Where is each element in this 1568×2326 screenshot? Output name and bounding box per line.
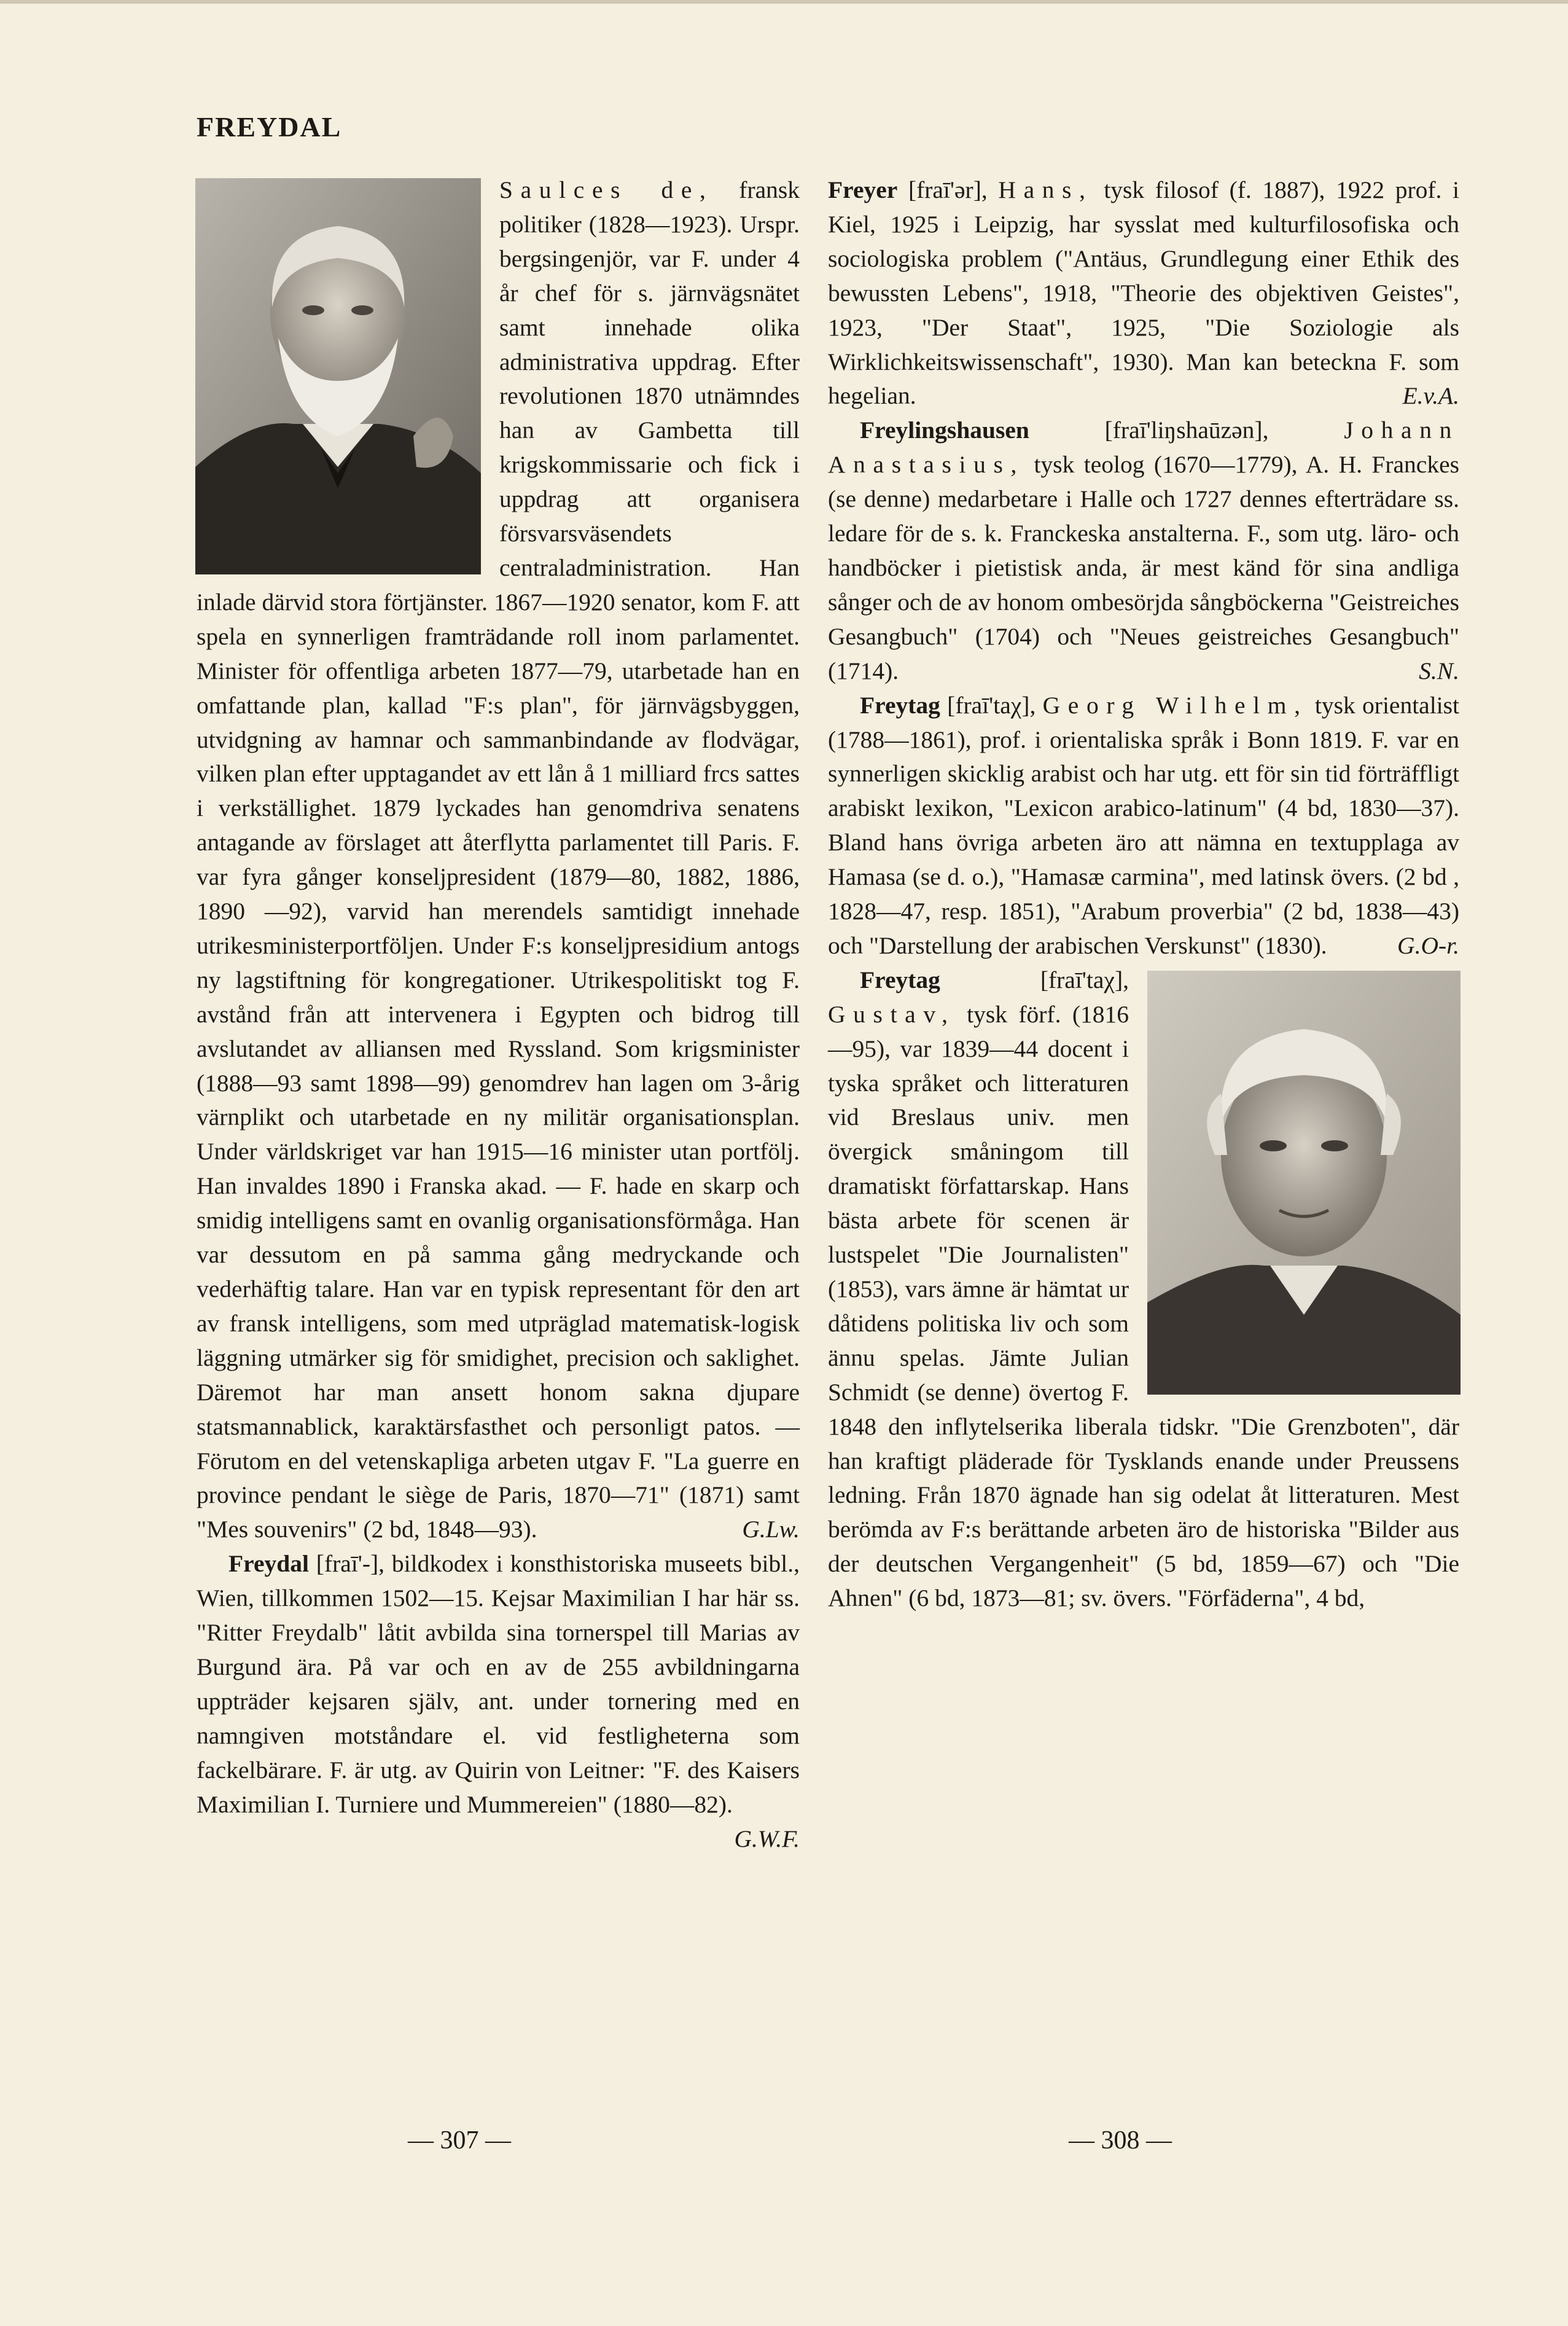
- entry-freytag-gustav-pron: [fraī'taχ],: [940, 966, 1129, 993]
- entry-freydal: [197, 1547, 800, 1852]
- entry-saulces-text: fransk politiker (1828—1923). Urspr. bergsingenjör, var F. under 4 år chef för s. järnvägsnätet samt innehade olika administrativa uppdrag. Efter revolutionen 1870 utnämndes han av Gambetta till krigskommissarie och fick i uppdrag att organisera försvarsväsendets centraladministration. Han inlade därvid stora förtjänster. 1867—1920 senator, kom F. att spela en synnerligen framträdande roll inom parlamentet. Minister för offentliga arbeten 1877—79, utarbetade han en omfattande plan, kallad "F:s plan", för järnvägsbyggen, utvidgning av hamnar och sammanbindande av flodvägar, vilken plan efter upptagandet av ett lån å 1 milliard frcs sattes i verkställighet. 1879 lyckades han genomdriva senatens antagande av förslaget att återflytta parlamentet till Paris. F. var fyra gånger konseljpresident (1879—80, 1882, 1886, 1890 —92), varvid han merendels samtidigt innehade utrikesministerportföljen. Under F:s konseljpresidium antogs ny lagstiftning för kongregationer. Utrikespolitiskt tog F. avstånd från att intervenera i Egypten och bidrog till avslutandet av alliansen med Ryssland. Som krigsminister (1888—93 samt 1898—99) genomdrev han lagen om 3-årig värnplikt och utarbetade en ny militär organisationsplan. Under världskriget var han 1915—16 minister utan portfölj. Han invaldes 1890 i Franska akad. — F. hade en skarp och smidig intelligens samt en ovanlig organisationsförmåga. Han var dessutom en på samma gång medryckande och vederhäftig talare. Han var en typisk representant för den art av fransk intelligens, som med utpräglad matematisk-logisk läggning utmärker sig för smidighet, precision och saklighet. Däremot har man ansett honom sakna djupare statsmannablick, karaktärsfasthet och personligt patos. — Förutom en del vetenskapliga arbeten utgav F. "La guerre en province pendant le siège de Paris, 1870—71" (1871) samt "Mes souvenirs" (2 bd, 1848—93).: [197, 176, 800, 1543]
- portrait-freytag: [1147, 971, 1461, 1395]
- entry-freyer-given-name: Hans,: [998, 176, 1093, 203]
- entry-freytag-gustav-given-name: Gustav,: [828, 1000, 956, 1028]
- page-number-left: — 307 —: [408, 2126, 511, 2155]
- entry-freyer-text: tysk filosof (f. 1887), 1922 prof. i Kiel, 1925 i Leipzig, har sysslat med kulturfilosofiska och sociologiska problem ("Antäus, Grundlegung einer Ethik des bewussten Lebens", 1918, "Theorie des objektiven Geistes", 1923, "Der Staat", 1925, "Die Soziologie als Wirklichkeitswissenschaft", 1930). Man kan beteckna F. som hegelian.: [828, 176, 1460, 410]
- entry-freylingshausen-signature: S.N.: [1419, 657, 1459, 684]
- entry-freytag-georg: [828, 689, 1459, 963]
- entry-saulces: [197, 173, 800, 1547]
- right-column: [828, 173, 1459, 1616]
- entry-freytag-georg-given-name: Georg Wilhelm,: [1042, 691, 1308, 719]
- entry-freytag-georg-text: tysk orientalist (1788—1861), prof. i orientaliska språk i Bonn 1819. F. var en synnerligen skicklig arabist och har utg. ett för sin tid förträffligt arabiskt lexikon, "Lexicon arabico-latinum" (4 bd, 1830—37). Bland hans övriga arbeten äro att nämna en textupplaga av Hamasa (se d. o.), "Hamasæ carmina", med latinsk övers. (2 bd , 1828—47, resp. 1851), "Arabum proverbia" (2 bd, 1838—43) och "Darstellung der arabischen Verskunst" (1830).: [828, 691, 1460, 959]
- entry-freydal-signature: G.W.F.: [734, 1825, 800, 1852]
- entry-freylingshausen-given-name: Johann Anastasius,: [828, 417, 1459, 479]
- entry-freytag-georg-lemma: Freytag: [860, 691, 940, 719]
- entry-freytag-gustav: [828, 963, 1459, 1616]
- running-title: FREYDAL: [197, 111, 342, 143]
- entry-freytag-gustav-lemma: Freytag: [860, 966, 940, 993]
- entry-freyer-lemma: Freyer: [828, 176, 898, 203]
- entry-freytag-gustav-text: tysk förf. (1816 —95), var 1839—44 docent i tyska språket och litteraturen vid Breslaus univ. men övergick småningom till dramatiskt författarskap. Hans bästa arbete för scenen är lustspelet "Die Journalisten" (1853), vars ämne är hämtat ur dåtidens politiska liv och som ännu spelas. Jämte Julian Schmidt (se denne) övertog F. 1848 den inflytelserika liberala tidskr. "Die Grenzboten", där han kraftigt pläderade för Tysklands enande under Preussens ledning. Från 1870 ägnade han sig odelat åt litteraturen. Mest berömda av F:s berättande arbeten äro de historiska "Bilder aus der deutschen Vergangenheit" (5 bd, 1859—67) och "Die Ahnen" (6 bd, 1873—81; sv. övers. "Förfäderna", 4 bd,: [828, 1000, 1459, 1612]
- entry-freylingshausen-text: tysk teolog (1670—1779), A. H. Franckes (se denne) medarbetare i Halle och 1727 dennes efterträdare ss. ledare för de s. k. Franckeska anstalterna. F., som utg. läro- och handböcker i pietistisk anda, är mest känd för sina andliga sånger och de av honom ombesörjda sångböckerna "Geistreiches Gesangbuch" (1704) och "Neues geistreiches Gesangbuch" (1714).: [828, 451, 1459, 684]
- entry-freydal-lemma: Freydal: [228, 1550, 309, 1578]
- entry-freydal-pron: [fraī'-],: [308, 1550, 385, 1578]
- entry-freylingshausen-lemma: Freylingshausen: [860, 417, 1029, 444]
- entry-freydal-text: bildkodex i konsthistoriska museets bibl., Wien, tillkommen 1502—15. Kejsar Maximilian I har här ss. "Ritter Freydalb" låtit avbilda sina tornerspel till Marias av Burgund ära. På var och en av de 255 avbildningarna uppträder kejsaren själv, ant. under tornering med en namngiven motståndare el. vid festligheterna som fackelbärare. F. är utg. av Quirin von Leitner: "F. des Kaisers Maximilian I. Turniere und Mummereien" (1880—82).: [197, 1550, 800, 1818]
- entry-freyer-signature: E.v.A.: [1402, 382, 1459, 410]
- entry-freytag-georg-pron: [fraī'taχ],: [940, 691, 1036, 719]
- entry-freylingshausen: [828, 413, 1459, 688]
- entry-freyer-pron: [fraī'ər],: [897, 176, 988, 203]
- portrait-saulces: [195, 178, 481, 574]
- entry-freytag-georg-signature: G.O-r.: [1397, 931, 1459, 959]
- left-column: [197, 173, 800, 1856]
- entry-freyer: [828, 173, 1459, 413]
- page-top-edge: [0, 0, 1568, 4]
- entry-freylingshausen-pron: [fraī'liŋshaūzən],: [1029, 417, 1269, 444]
- entry-saulces-name: Saulces de,: [499, 176, 714, 203]
- page-number-right: — 308 —: [1069, 2126, 1172, 2155]
- entry-saulces-signature: G.Lw.: [742, 1516, 800, 1543]
